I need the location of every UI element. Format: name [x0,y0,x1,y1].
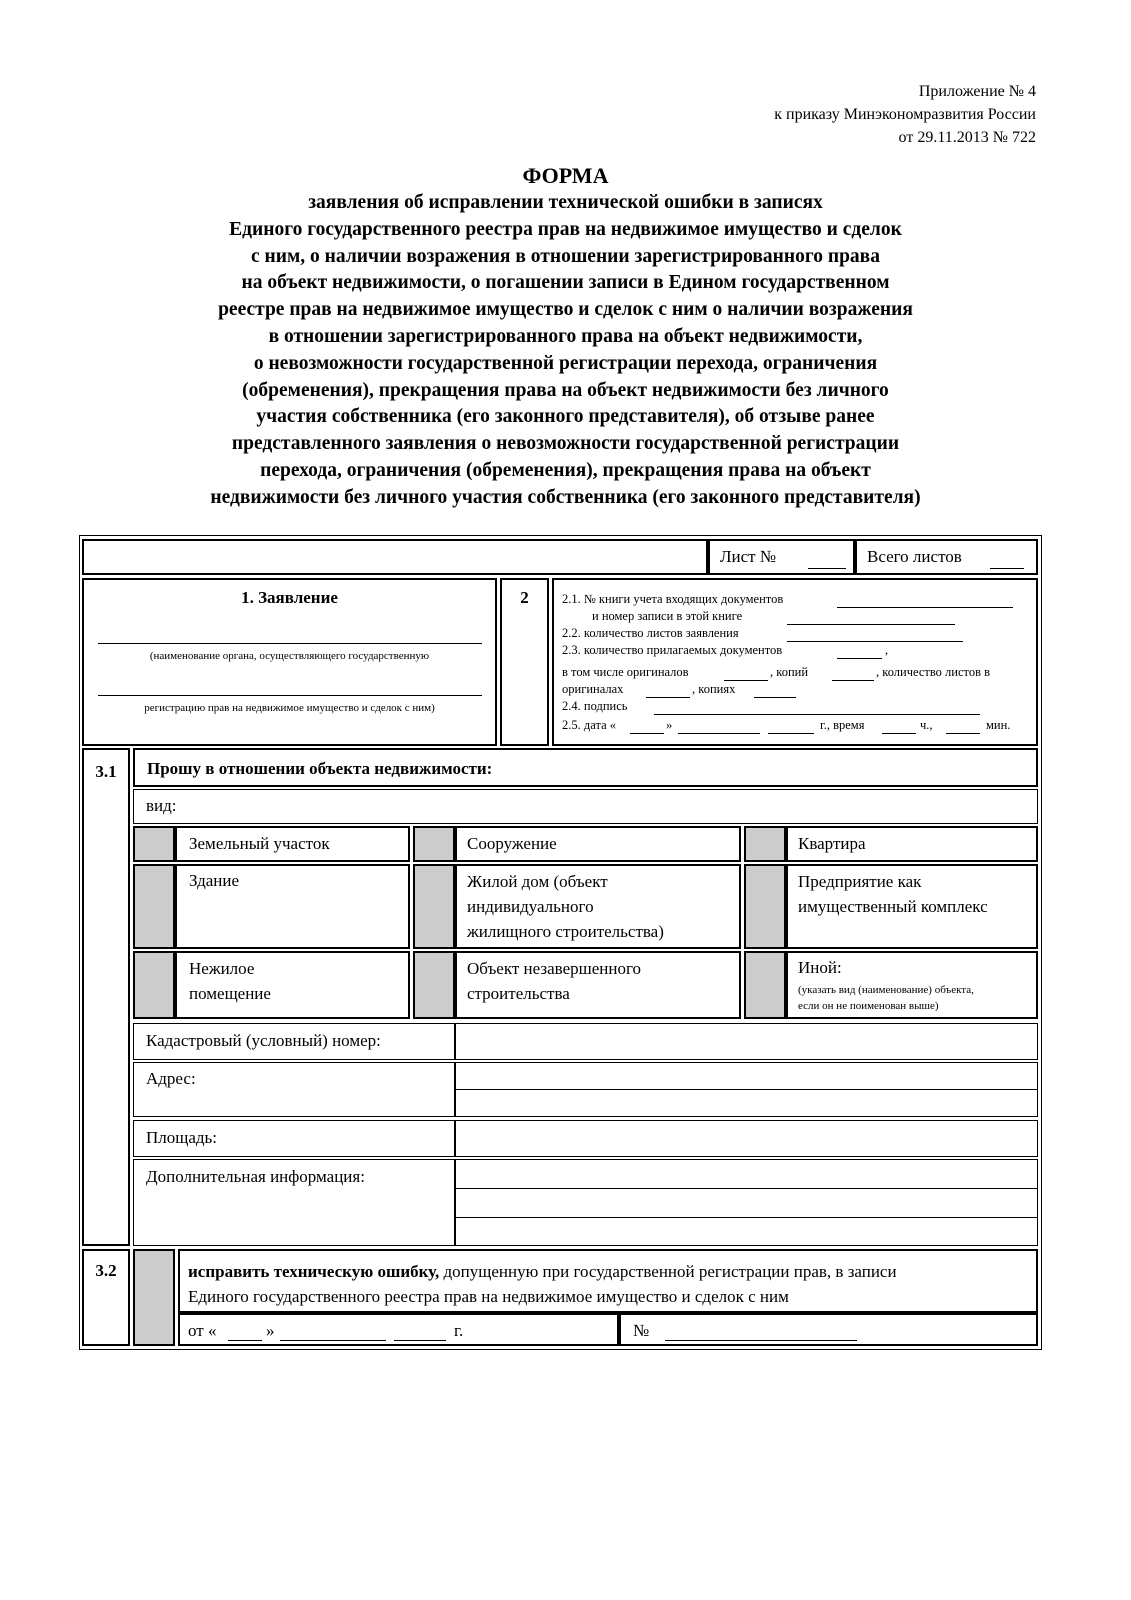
section-2-registration [552,578,1038,746]
date-month-field[interactable] [678,733,760,734]
section-2-number: 2 [520,588,529,607]
subtitle-line: Единого государственного реестра прав на недвижимое имущество и сделок [229,218,902,240]
attached-docs-field[interactable] [837,658,882,659]
signature-field[interactable] [654,714,980,715]
section-1-title: 1. Заявление [241,588,338,607]
form-subtitle [0,190,1131,512]
unfinished-construction-label [467,956,641,1006]
attached-docs-label: 2.3. количество прилагаемых документов [562,643,783,657]
fix-technical-error-text [188,1259,1032,1309]
copies-sheets-label: , копиях [692,682,736,696]
incoming-book-field[interactable] [837,607,1013,608]
hour-label: ч., [920,718,933,732]
sheets-in-label: , количество листов в [876,665,991,679]
cadastral-number-field[interactable] [455,1023,1038,1060]
non-residential-checkbox[interactable] [133,951,175,1019]
authority-caption-1: (наименование органа, осуществляющего государственную [149,650,430,662]
minute-label: мин. [986,718,1011,732]
additional-info-label: Дополнительная информация: [146,1167,365,1186]
copies-sheets-field[interactable] [754,697,796,698]
residential-house-label [467,869,664,944]
fix-technical-error-text-cell [178,1249,1038,1313]
record-date-cell [178,1313,619,1346]
other-type-label: Иной: [798,958,842,977]
building-label: Здание [189,871,240,890]
subtitle-line: в отношении зарегистрированного права на объект недвижимости, [268,325,863,347]
non-residential-cell [175,951,410,1019]
sheet-count-label: 2.2. количество листов заявления [562,626,739,640]
enterprise-cell [786,864,1038,949]
form-title: ФОРМА [522,163,609,188]
request-row [133,748,1038,787]
land-plot-checkbox[interactable] [133,826,175,862]
structure-label: Сооружение [467,834,557,853]
apartment-cell [786,826,1038,862]
record-date-open: от « [188,1321,217,1340]
record-date-month-field[interactable] [280,1340,386,1341]
apartment-checkbox[interactable] [744,826,786,862]
authority-name-field-1[interactable] [98,643,482,644]
land-plot-label: Земельный участок [189,834,330,853]
section-3-1-number: 3.1 [95,762,117,781]
originals-label: в том числе оригиналов [562,665,689,679]
record-date-close-quote: » [266,1321,275,1340]
fix-text-line-1 [188,1259,1032,1284]
originals-sheets-field[interactable] [646,697,690,698]
other-type-checkbox[interactable] [744,951,786,1019]
address-field-1[interactable] [455,1062,1038,1090]
sheet-total-field[interactable] [990,568,1024,569]
address-field-2[interactable] [455,1089,1038,1117]
note-line: (указать вид (наименование) объекта, [798,984,974,996]
building-checkbox[interactable] [133,864,175,949]
record-number-value-field[interactable] [665,1340,857,1341]
address-label: Адрес: [146,1069,196,1088]
subtitle-line: перехода, ограничения (обременения), прекращения права на объект [260,459,871,481]
sheet-blank-cell [82,539,708,575]
originals-sheets-label: оригиналах [562,682,624,696]
subtitle-line: (обременения), прекращения права на объект недвижимости без личного [242,379,889,401]
subtitle-line: на объект недвижимости, о погашении записи в Едином государственном [241,272,890,294]
subtitle-line: недвижимости без личного участия собственника (его законного представителя) [210,486,921,508]
subtitle-line: о невозможности государственной регистрации перехода, ограничения [253,352,878,374]
subtitle-line: участия собственника (его законного представителя), об отзыве ранее [256,406,875,428]
residential-house-checkbox[interactable] [413,864,455,949]
incoming-book-label: 2.1. № книги учета входящих документов [562,592,784,606]
request-heading: Прошу в отношении объекта недвижимости: [147,759,493,778]
label-line: Жилой дом (объект [467,872,608,891]
structure-cell [455,826,741,862]
additional-info-field-2[interactable] [455,1188,1038,1218]
sheet-total-cell [855,539,1038,575]
non-residential-label [189,956,271,1006]
building-cell [175,864,410,949]
structure-checkbox[interactable] [413,826,455,862]
fix-text-line-2: Единого государственного реестра прав на недвижимое имущество и сделок с ним [188,1287,789,1306]
record-number-field[interactable] [787,624,955,625]
enterprise-checkbox[interactable] [744,864,786,949]
authority-caption-2: регистрацию прав на недвижимое имущество и сделок с ним) [144,702,435,714]
date-time-label: г., время [820,718,865,732]
subtitle-line: реестре прав на недвижимое имущество и сделок с ним о наличии возражения [218,299,913,321]
label-line: Предприятие как [798,872,922,891]
fix-text-rest-1: допущенную при государственной регистрации прав, в записи [439,1262,897,1281]
record-number-cell [619,1313,1038,1346]
hour-field[interactable] [882,733,916,734]
label-line: Нежилое [189,959,255,978]
note-line: если он не поименован выше) [798,1000,939,1012]
residential-house-cell [455,864,741,949]
other-type-cell [786,951,1038,1019]
other-type-note [798,982,974,1014]
unfinished-construction-cell [455,951,741,1019]
order-reference: к приказу Минэкономразвития России [774,106,1036,123]
date-day-field[interactable] [630,733,664,734]
sheet-number-field[interactable] [808,568,846,569]
label-line: помещение [189,984,271,1003]
sheet-count-field[interactable] [787,641,963,642]
unfinished-construction-checkbox[interactable] [413,951,455,1019]
additional-info-field-3[interactable] [455,1217,1038,1246]
sheet-total-label: Всего листов [867,547,962,566]
sheet-number-cell [708,539,855,575]
area-field[interactable] [455,1120,1038,1157]
fix-technical-error-checkbox[interactable] [133,1249,175,1346]
record-number-sign: № [633,1321,650,1340]
sheet-number-label: Лист № [720,547,777,566]
additional-info-label-cell [133,1159,455,1246]
section-3-2-number: 3.2 [95,1261,117,1280]
area-label-cell [133,1120,455,1157]
appendix-label: Приложение № 4 [918,83,1036,100]
cadastral-label: Кадастровый (условный) номер: [146,1031,381,1050]
label-line: имущественный комплекс [798,897,988,916]
minute-field[interactable] [946,733,980,734]
address-label-cell [133,1062,455,1117]
subtitle-line: представленного заявления о невозможности государственной регистрации [231,433,900,455]
section-3-2-number-cell [82,1249,130,1346]
additional-info-field-1[interactable] [455,1159,1038,1189]
cadastral-label-cell [133,1023,455,1060]
record-date-day-field[interactable] [228,1340,262,1341]
date-year-field[interactable] [768,733,814,734]
record-date-year-field[interactable] [394,1340,446,1341]
label-line: строительства [467,984,570,1003]
attached-docs-comma: , [885,643,889,657]
label-line: жилищного строительства) [467,922,664,941]
land-plot-cell [175,826,410,862]
enterprise-label [798,869,988,919]
copies-field[interactable] [832,680,874,681]
date-close-quote: » [666,718,673,732]
subtitle-line: с ним, о наличии возражения в отношении зарегистрированного права [251,245,880,267]
subtitle-line: заявления об исправлении технической ошибки в записях [308,192,823,213]
date-open-label: 2.5. дата « [562,718,616,732]
signature-label: 2.4. подпись [562,699,628,713]
record-number-label: и номер записи в этой книге [592,609,743,623]
label-line: Объект незавершенного [467,959,642,978]
section-1-statement [82,578,497,746]
kind-label: вид: [146,796,177,815]
fix-text-bold: исправить техническую ошибку, [188,1262,440,1281]
authority-name-field-2[interactable] [98,695,482,696]
area-label: Площадь: [146,1128,218,1147]
section-3-1-number-cell [82,748,130,1246]
label-line: индивидуального [467,897,594,916]
order-date: от 29.11.2013 № 722 [898,129,1036,146]
copies-label: , копий [770,665,809,679]
record-date-year-suffix: г. [454,1321,464,1340]
kind-row [133,789,1038,824]
section-2-number-cell [500,578,549,746]
apartment-label: Квартира [798,834,866,853]
